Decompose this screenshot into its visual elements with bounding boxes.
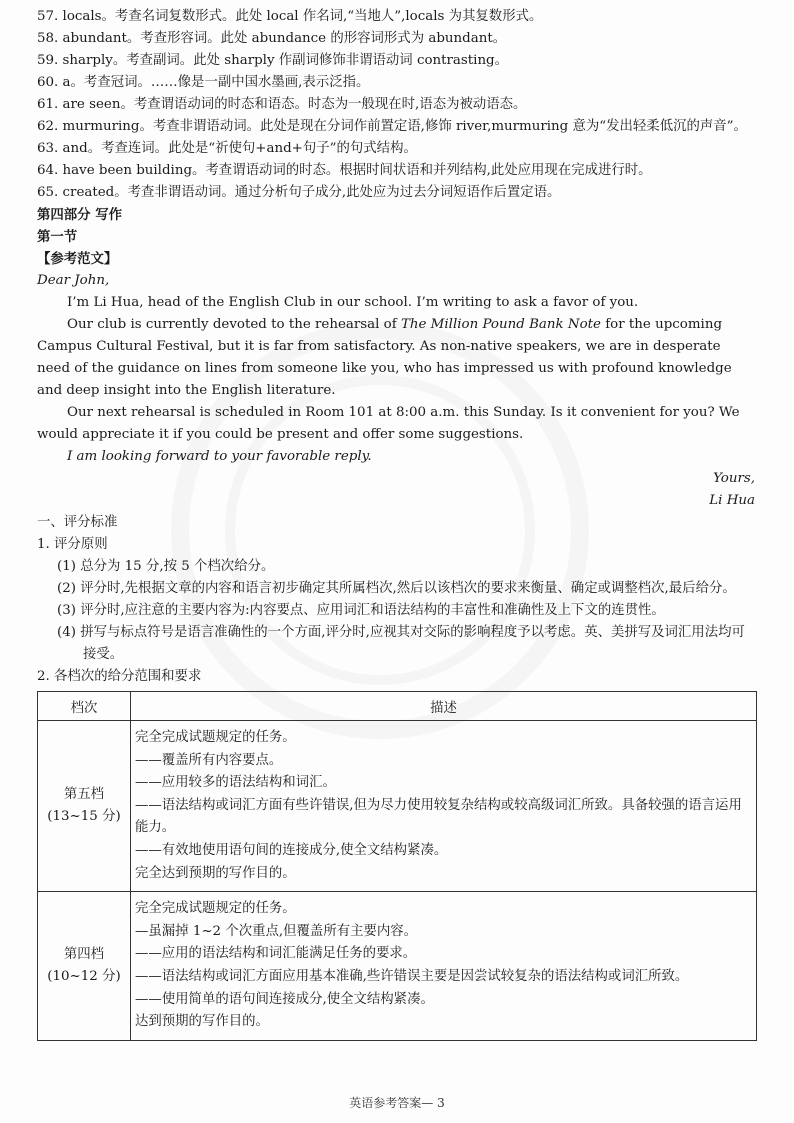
answer-59: 59. sharply。考查副词。此处 sharply 作副词修饰非谓语动词 contrasting。 xyxy=(37,53,509,68)
principle-1: (1) 总分为 15 分,按 5 个档次给分。 xyxy=(57,559,275,574)
header-level: 档次 xyxy=(38,692,131,721)
answer-61: 61. are seen。考查谓语动词的时态和语态。时态为一般现在时,语态为被动语态。 xyxy=(37,97,527,112)
sample-letter xyxy=(37,270,757,512)
description-cell xyxy=(131,721,757,892)
description-line: —虽漏掉 1~2 个次重点,但覆盖所有主要内容。 xyxy=(135,923,418,939)
description-line: 达到预期的写作目的。 xyxy=(135,1014,269,1030)
level-cell xyxy=(38,892,131,1041)
grading-standards xyxy=(37,512,757,1041)
answer-64: 64. have been building。考查谓语动词的时态。根据时间状语和并列结构,此处应用现在完成进行时。 xyxy=(37,163,652,178)
principles-title: 1. 评分原则 xyxy=(37,537,108,552)
page-content xyxy=(37,6,757,1041)
description-line: 完全完成试题规定的任务。 xyxy=(135,901,296,917)
answer-57: 57. locals。考查名词复数形式。此处 local 作名词,“当地人”,locals 为其复数形式。 xyxy=(37,9,543,24)
description-line: ——覆盖所有内容要点。 xyxy=(135,752,283,768)
table-row xyxy=(38,892,757,1041)
description-line: ——语法结构或词汇方面应用基本准确,些许错误主要是因尝试较复杂的语法结构或词汇所致。 xyxy=(135,968,689,984)
letter-paragraph-3: Our next rehearsal is scheduled in Room 101 at 8:00 a.m. this Sunday. Is it convenient for you? We would appreciate it if you could be present and offer some suggestions. xyxy=(37,405,740,442)
level-name: 第五档 xyxy=(63,787,105,803)
description-line: ——应用的语法结构和词汇能满足任务的要求。 xyxy=(135,946,417,962)
answer-60: 60. a。考查冠词。……像是一副中国水墨画,表示泛指。 xyxy=(37,75,370,90)
level-cell xyxy=(38,721,131,892)
level-name: 第四档 xyxy=(63,946,105,962)
description-cell xyxy=(131,892,757,1041)
letter-salutation: Dear John, xyxy=(37,273,110,288)
description-line: 完全达到预期的写作目的。 xyxy=(135,865,296,881)
description-line: 完全完成试题规定的任务。 xyxy=(135,730,296,745)
grading-title: 一、评分标准 xyxy=(37,515,118,530)
description-line: ——应用较多的语法结构和词汇。 xyxy=(135,775,336,791)
header-description: 描述 xyxy=(131,692,757,721)
level-range: (10~12 分) xyxy=(47,968,121,984)
letter-sign-off: Yours, xyxy=(713,471,755,486)
table-row xyxy=(38,721,757,892)
letter-p2-start: Our club is currently devoted to the rehearsal of xyxy=(67,317,401,332)
answer-58: 58. abundant。考查形容词。此处 abundance 的形容词形式为 abundant。 xyxy=(37,31,507,46)
principle-3: (3) 评分时,应注意的主要内容为:内容要点、应用词汇和语法结构的丰富性和准确性及上下文的连贯性。 xyxy=(57,603,665,618)
answer-62: 62. murmuring。考查非谓语动词。此处是现在分词作前置定语,修饰 river,murmuring 意为“发出轻柔低沉的声音”。 xyxy=(37,119,747,134)
letter-signature: Li Hua xyxy=(709,493,755,508)
section-title: 第四部分 写作 xyxy=(37,207,123,223)
play-title: The Million Pound Bank Note xyxy=(400,317,601,332)
letter-paragraph-1: I’m Li Hua, head of the English Club in our school. I’m writing to ask a favor of you. xyxy=(67,295,639,310)
answer-63: 63. and。考查连词。此处是“祈使句+and+句子”的句式结构。 xyxy=(37,141,417,156)
description-line: ——有效地使用语句间的连接成分,使全文结构紧凑。 xyxy=(135,842,448,858)
page-footer: 英语参考答案— 3 xyxy=(349,1096,445,1110)
principle-4: (4) 拼写与标点符号是语言准确性的一个方面,评分时,应视其对交际的影响程度予以考虑。英、美拼写及词汇用法均可接受。 xyxy=(57,625,745,662)
subsection-title: 第一节 xyxy=(37,229,78,245)
description-line: ——语法结构或词汇方面有些许错误,但为尽力使用较复杂结构或较高级词汇所致。具备较强的语言运用能力。 xyxy=(135,797,742,836)
grading-table xyxy=(37,691,757,1041)
letter-closing-line: I am looking forward to your favorable reply. xyxy=(67,449,372,464)
ranges-title: 2. 各档次的给分范围和要求 xyxy=(37,669,202,684)
level-range: (13~15 分) xyxy=(47,809,121,825)
table-header-row xyxy=(38,692,757,721)
letter-paragraph-2 xyxy=(37,314,757,402)
principle-2: (2) 评分时,先根据文章的内容和语言初步确定其所属档次,然后以该档次的要求来衡量、确定或调整档次,最后给分。 xyxy=(57,581,736,596)
answer-list xyxy=(37,6,757,204)
letter-p2-end: for the upcoming Campus Cultural Festival, but it is far from satisfactory. As non-native speakers, we are in desperate need of the guidance on lines from someone like you, who has impressed us with profound knowledge and deep insight into the English literature. xyxy=(37,317,732,398)
sample-label: 【参考范文】 xyxy=(37,251,118,267)
description-line: ——使用简单的语句间连接成分,使全文结构紧凑。 xyxy=(135,991,434,1007)
answer-65: 65. created。考查非谓语动词。通过分析句子成分,此处应为过去分词短语作后置定语。 xyxy=(37,185,561,200)
